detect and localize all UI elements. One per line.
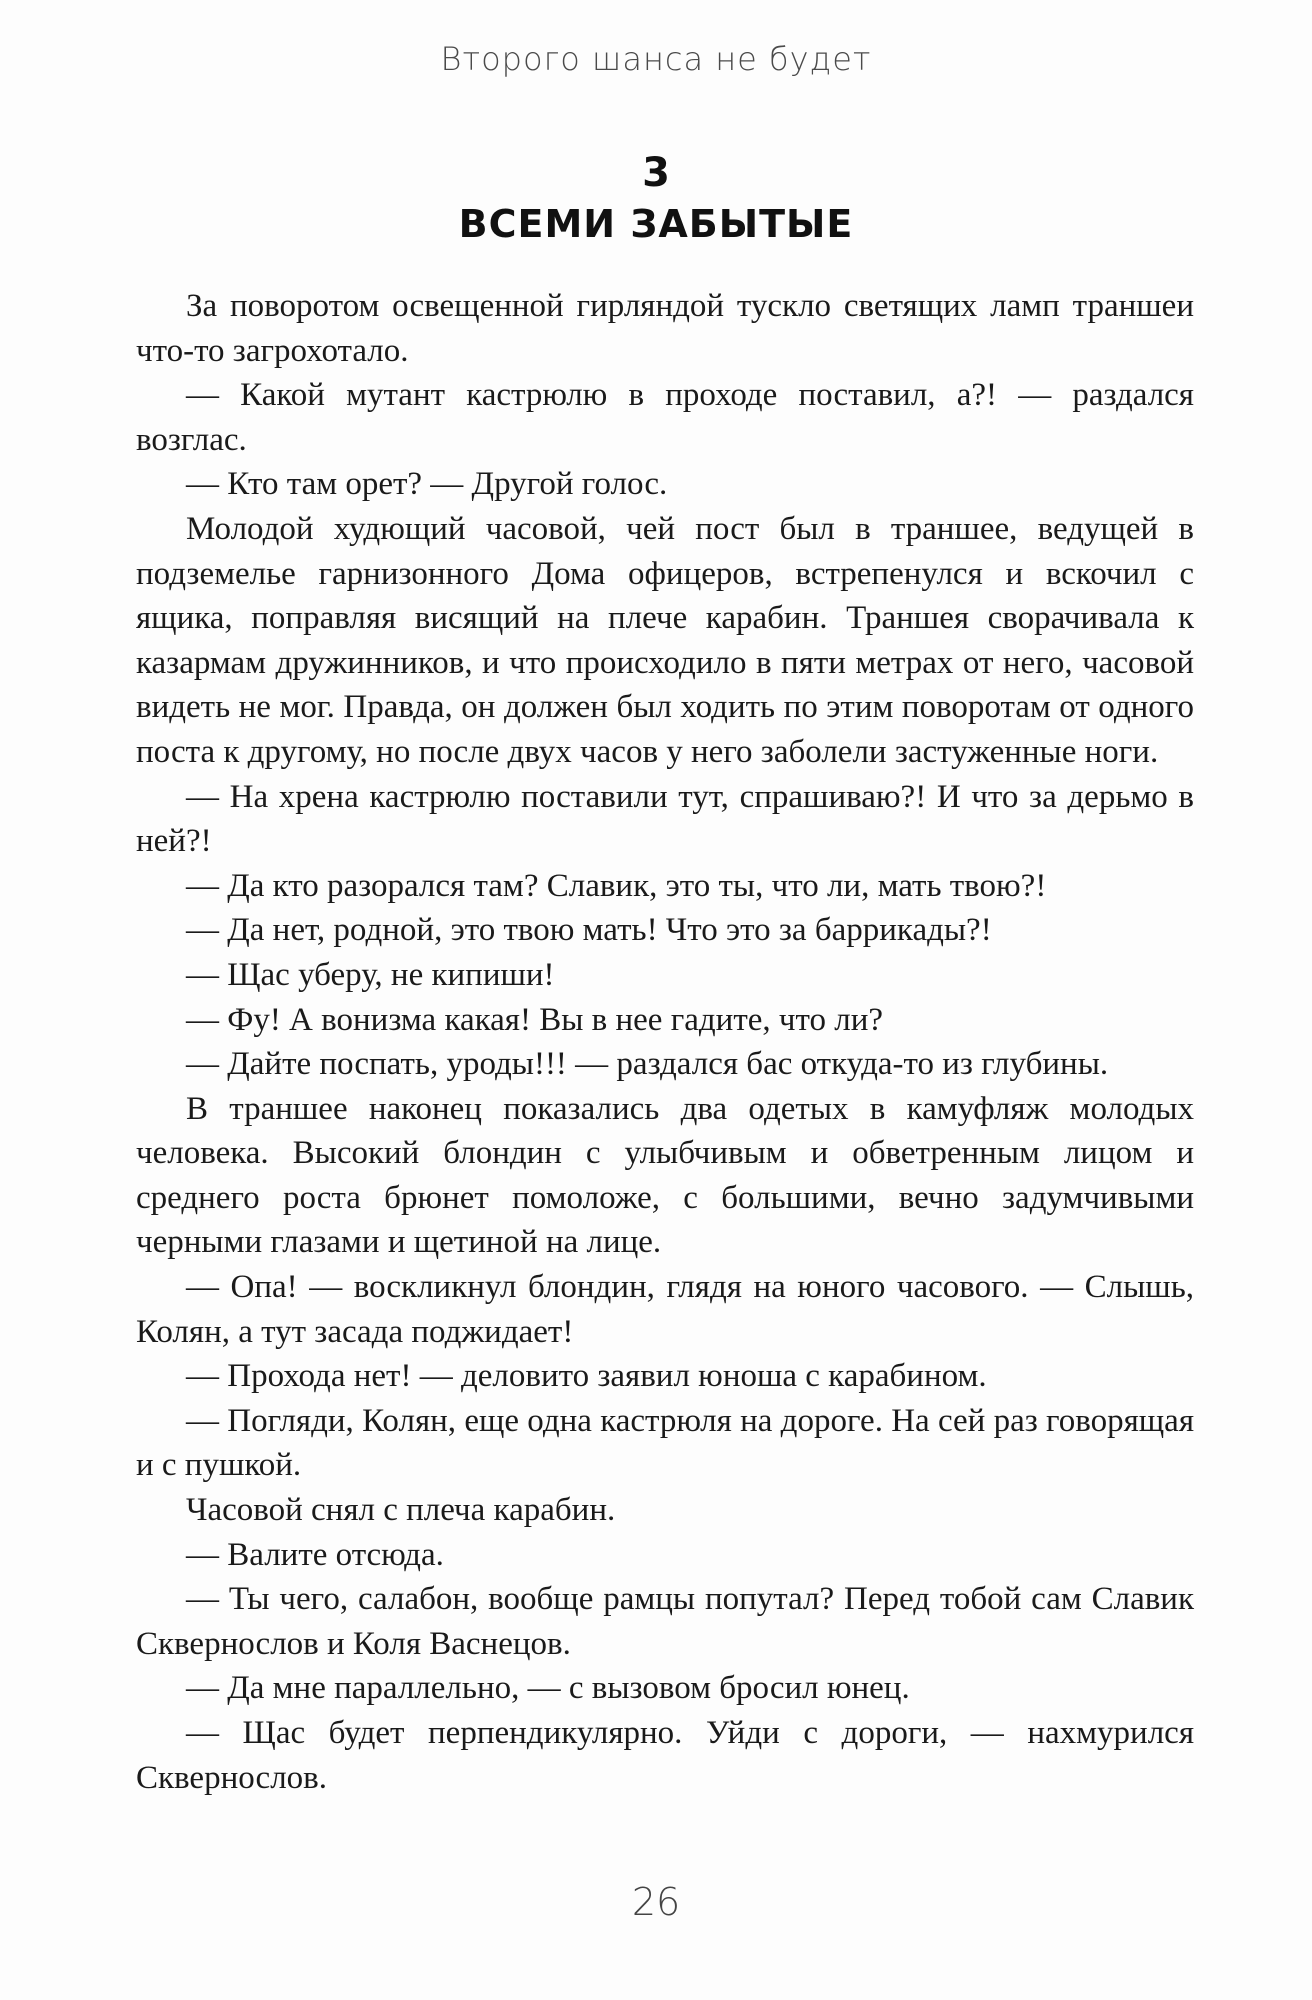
paragraph: — Фу! А вонизма какая! Вы в нее гадите, что ли? [186, 1001, 883, 1038]
paragraph: Часовой снял с плеча карабин. [186, 1492, 616, 1529]
paragraph: — Дайте поспать, уроды!!! — раздался бас откуда-то из глубины. [186, 1046, 1109, 1083]
paragraph: — Прохода нет! — деловито заявил юноша с карабином. [186, 1358, 987, 1395]
paragraph: — Да мне параллельно, — с вызовом бросил юнец. [186, 1670, 910, 1707]
paragraph: Молодой худющий часовой, чей пост был в траншее, ведущей в подземелье гарнизонного Дома офицеров, встрепенулся и вскочил с ящика, поправляя висящий на плече карабин. Траншея сворачивала к казармам дружинников, и что происходило в пяти метрах от него, часовой видеть не мог. Правда, он должен был ходить по этим поворотам от одного поста к другому, но после двух часов у него заболели застуженные ноги. [136, 510, 1194, 770]
paragraph: — Да нет, родной, это твою мать! Что это за баррикады?! [186, 912, 992, 949]
paragraph: — Щас будет перпендикулярно. Уйди с дороги, — нахмурился Сквернослов. [136, 1715, 1194, 1796]
paragraph: В траншее наконец показались два одетых в камуфляж молодых человека. Высокий блондин с улыбчивым и обветренным лицом и среднего роста брюнет помоложе, с большими, вечно задумчивыми черными глазами и щетиной на лице. [136, 1090, 1194, 1261]
paragraph: — Валите отсюда. [186, 1536, 444, 1573]
paragraph: — Щас уберу, не кипиши! [186, 956, 555, 993]
paragraph: — На хрена кастрюлю поставили тут, спрашиваю?! И что за дерьмо в ней?! [136, 778, 1194, 860]
paragraph: — Да кто разорался там? Славик, это ты, что ли, мать твою?! [186, 867, 1047, 904]
paragraph: — Опа! — воскликнул блондин, глядя на юного часового. — Слышь, Колян, а тут засада поджидает! [136, 1269, 1194, 1350]
running-header: Второго шанса не будет [440, 40, 872, 78]
body-text [136, 284, 1194, 1800]
paragraph: — Какой мутант кастрюлю в проходе поставил, а?! — раздался возглас. [136, 377, 1194, 458]
chapter-number: 3 [642, 150, 670, 196]
paragraph: За поворотом освещенной гирляндой тускло светящих ламп траншеи что-то загрохотало. [136, 288, 1194, 369]
page-number: 26 [631, 1880, 681, 1924]
paragraph: — Кто там орет? — Другой голос. [186, 466, 668, 503]
chapter-title: ВСЕМИ ЗАБЫТЫЕ [458, 202, 854, 246]
paragraph: — Погляди, Колян, еще одна кастрюля на дороге. На сей раз говорящая и с пушкой. [136, 1402, 1194, 1484]
paragraph: — Ты чего, салабон, вообще рамцы попутал? Перед тобой сам Славик Сквернослов и Коля Васнецов. [136, 1581, 1194, 1662]
